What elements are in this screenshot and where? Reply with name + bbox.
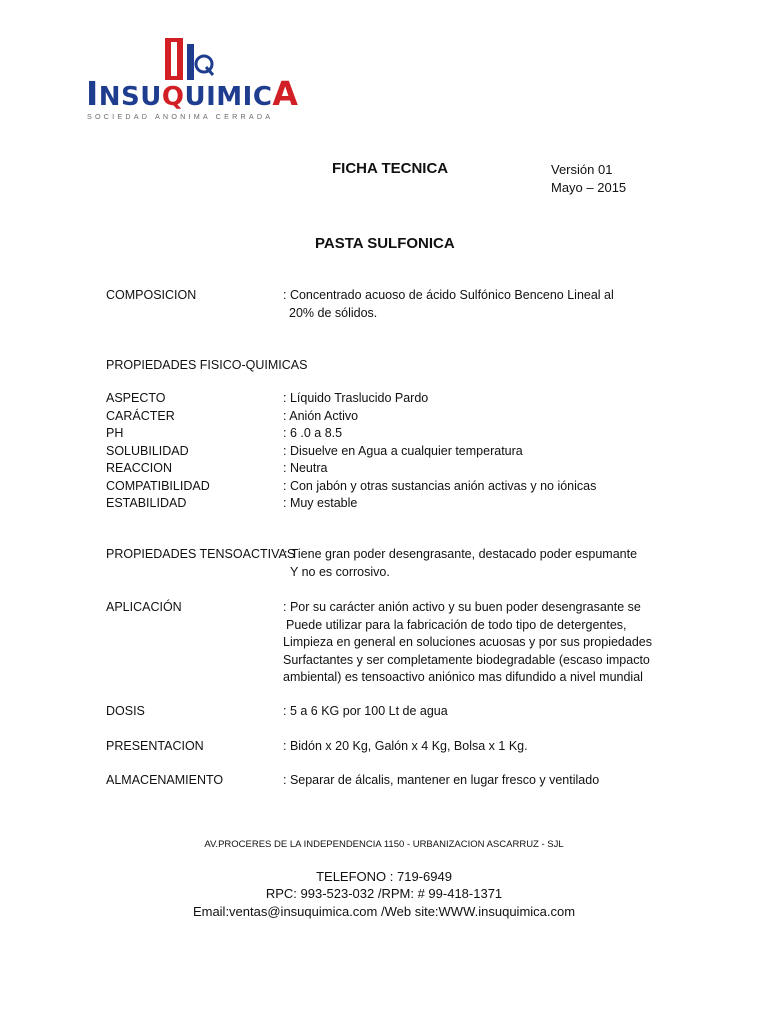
logo-wordmark: INSUQUIMICA bbox=[86, 74, 299, 113]
property-value: : Líquido Traslucido Pardo bbox=[283, 391, 429, 405]
property-label: CARÁCTER bbox=[106, 408, 175, 423]
composicion-label: COMPOSICION bbox=[106, 288, 197, 302]
footer-address: AV.PROCERES DE LA INDEPENDENCIA 1150 - URBANIZACION ASCARRUZ - SJL bbox=[204, 839, 564, 850]
aplicacion-line: Limpieza en general en soluciones acuosas y por sus propiedades bbox=[283, 635, 652, 649]
aplicacion-line: Puede utilizar para la fabricación de todo tipo de detergentes, bbox=[286, 617, 627, 632]
document-date: Mayo – 2015 bbox=[551, 180, 627, 195]
property-label: ESTABILIDAD bbox=[106, 496, 187, 510]
property-label: ASPECTO bbox=[106, 391, 166, 405]
aplicacion-label: APLICACIÓN bbox=[106, 600, 182, 614]
property-value: : Anión Activo bbox=[283, 408, 359, 423]
footer-rpc: RPC: 993-523-032 /RPM: # 99-418-1371 bbox=[265, 886, 503, 901]
dosis-value: : 5 a 6 KG por 100 Lt de agua bbox=[283, 704, 448, 718]
presentacion-label: PRESENTACION bbox=[106, 739, 204, 753]
aplicacion-line: : Por su carácter anión activo y su buen poder desengrasante se bbox=[283, 600, 641, 614]
presentacion-value: : Bidón x 20 Kg, Galón x 4 Kg, Bolsa x 1 Kg. bbox=[283, 739, 528, 753]
aplicacion-line: Surfactantes y ser completamente biodegradable (escaso impacto bbox=[283, 652, 650, 667]
composicion-value-line2: 20% de sólidos. bbox=[289, 306, 378, 320]
aplicacion-line: ambiental) es tensoactivo aniónico mas difundido a nivel mundial bbox=[283, 670, 643, 684]
document-title: FICHA TECNICA bbox=[332, 160, 449, 177]
footer-telefono: TELEFONO : 719-6949 bbox=[316, 869, 452, 884]
property-label: SOLUBILIDAD bbox=[106, 443, 189, 458]
property-label: PH bbox=[106, 426, 124, 440]
property-value: : 6 .0 a 8.5 bbox=[283, 426, 343, 440]
document-version: Versión 01 bbox=[551, 162, 613, 177]
logo-mark-icon bbox=[165, 38, 215, 80]
tensoactivas-value-line2: Y no es corrosivo. bbox=[290, 565, 390, 579]
propiedades-heading: PROPIEDADES FISICO-QUIMICAS bbox=[106, 358, 308, 372]
tensoactivas-label: PROPIEDADES TENSOACTIVAS bbox=[106, 547, 296, 561]
dosis-label: DOSIS bbox=[106, 704, 145, 718]
property-label: REACCION bbox=[106, 461, 172, 475]
property-value: : Muy estable bbox=[283, 496, 358, 510]
almacenamiento-label: ALMACENAMIENTO bbox=[106, 773, 224, 787]
property-value: : Disuelve en Agua a cualquier temperatura bbox=[283, 443, 523, 458]
logo-tagline: SOCIEDAD ANONIMA CERRADA bbox=[87, 112, 274, 121]
property-value: : Con jabón y otras sustancias anión activas y no iónicas bbox=[283, 478, 597, 493]
product-name: PASTA SULFONICA bbox=[315, 235, 455, 252]
property-label: COMPATIBILIDAD bbox=[106, 478, 210, 493]
property-value: : Neutra bbox=[283, 461, 328, 475]
composicion-value-line1: : Concentrado acuoso de ácido Sulfónico Benceno Lineal al bbox=[283, 288, 614, 302]
almacenamiento-value: : Separar de álcalis, mantener en lugar fresco y ventilado bbox=[283, 773, 600, 787]
footer-contact: Email:ventas@insuquimica.com /Web site:WWW.insuquimica.com bbox=[192, 904, 576, 919]
tensoactivas-value-line1: : Tiene gran poder desengrasante, destacado poder espumante bbox=[284, 547, 638, 561]
